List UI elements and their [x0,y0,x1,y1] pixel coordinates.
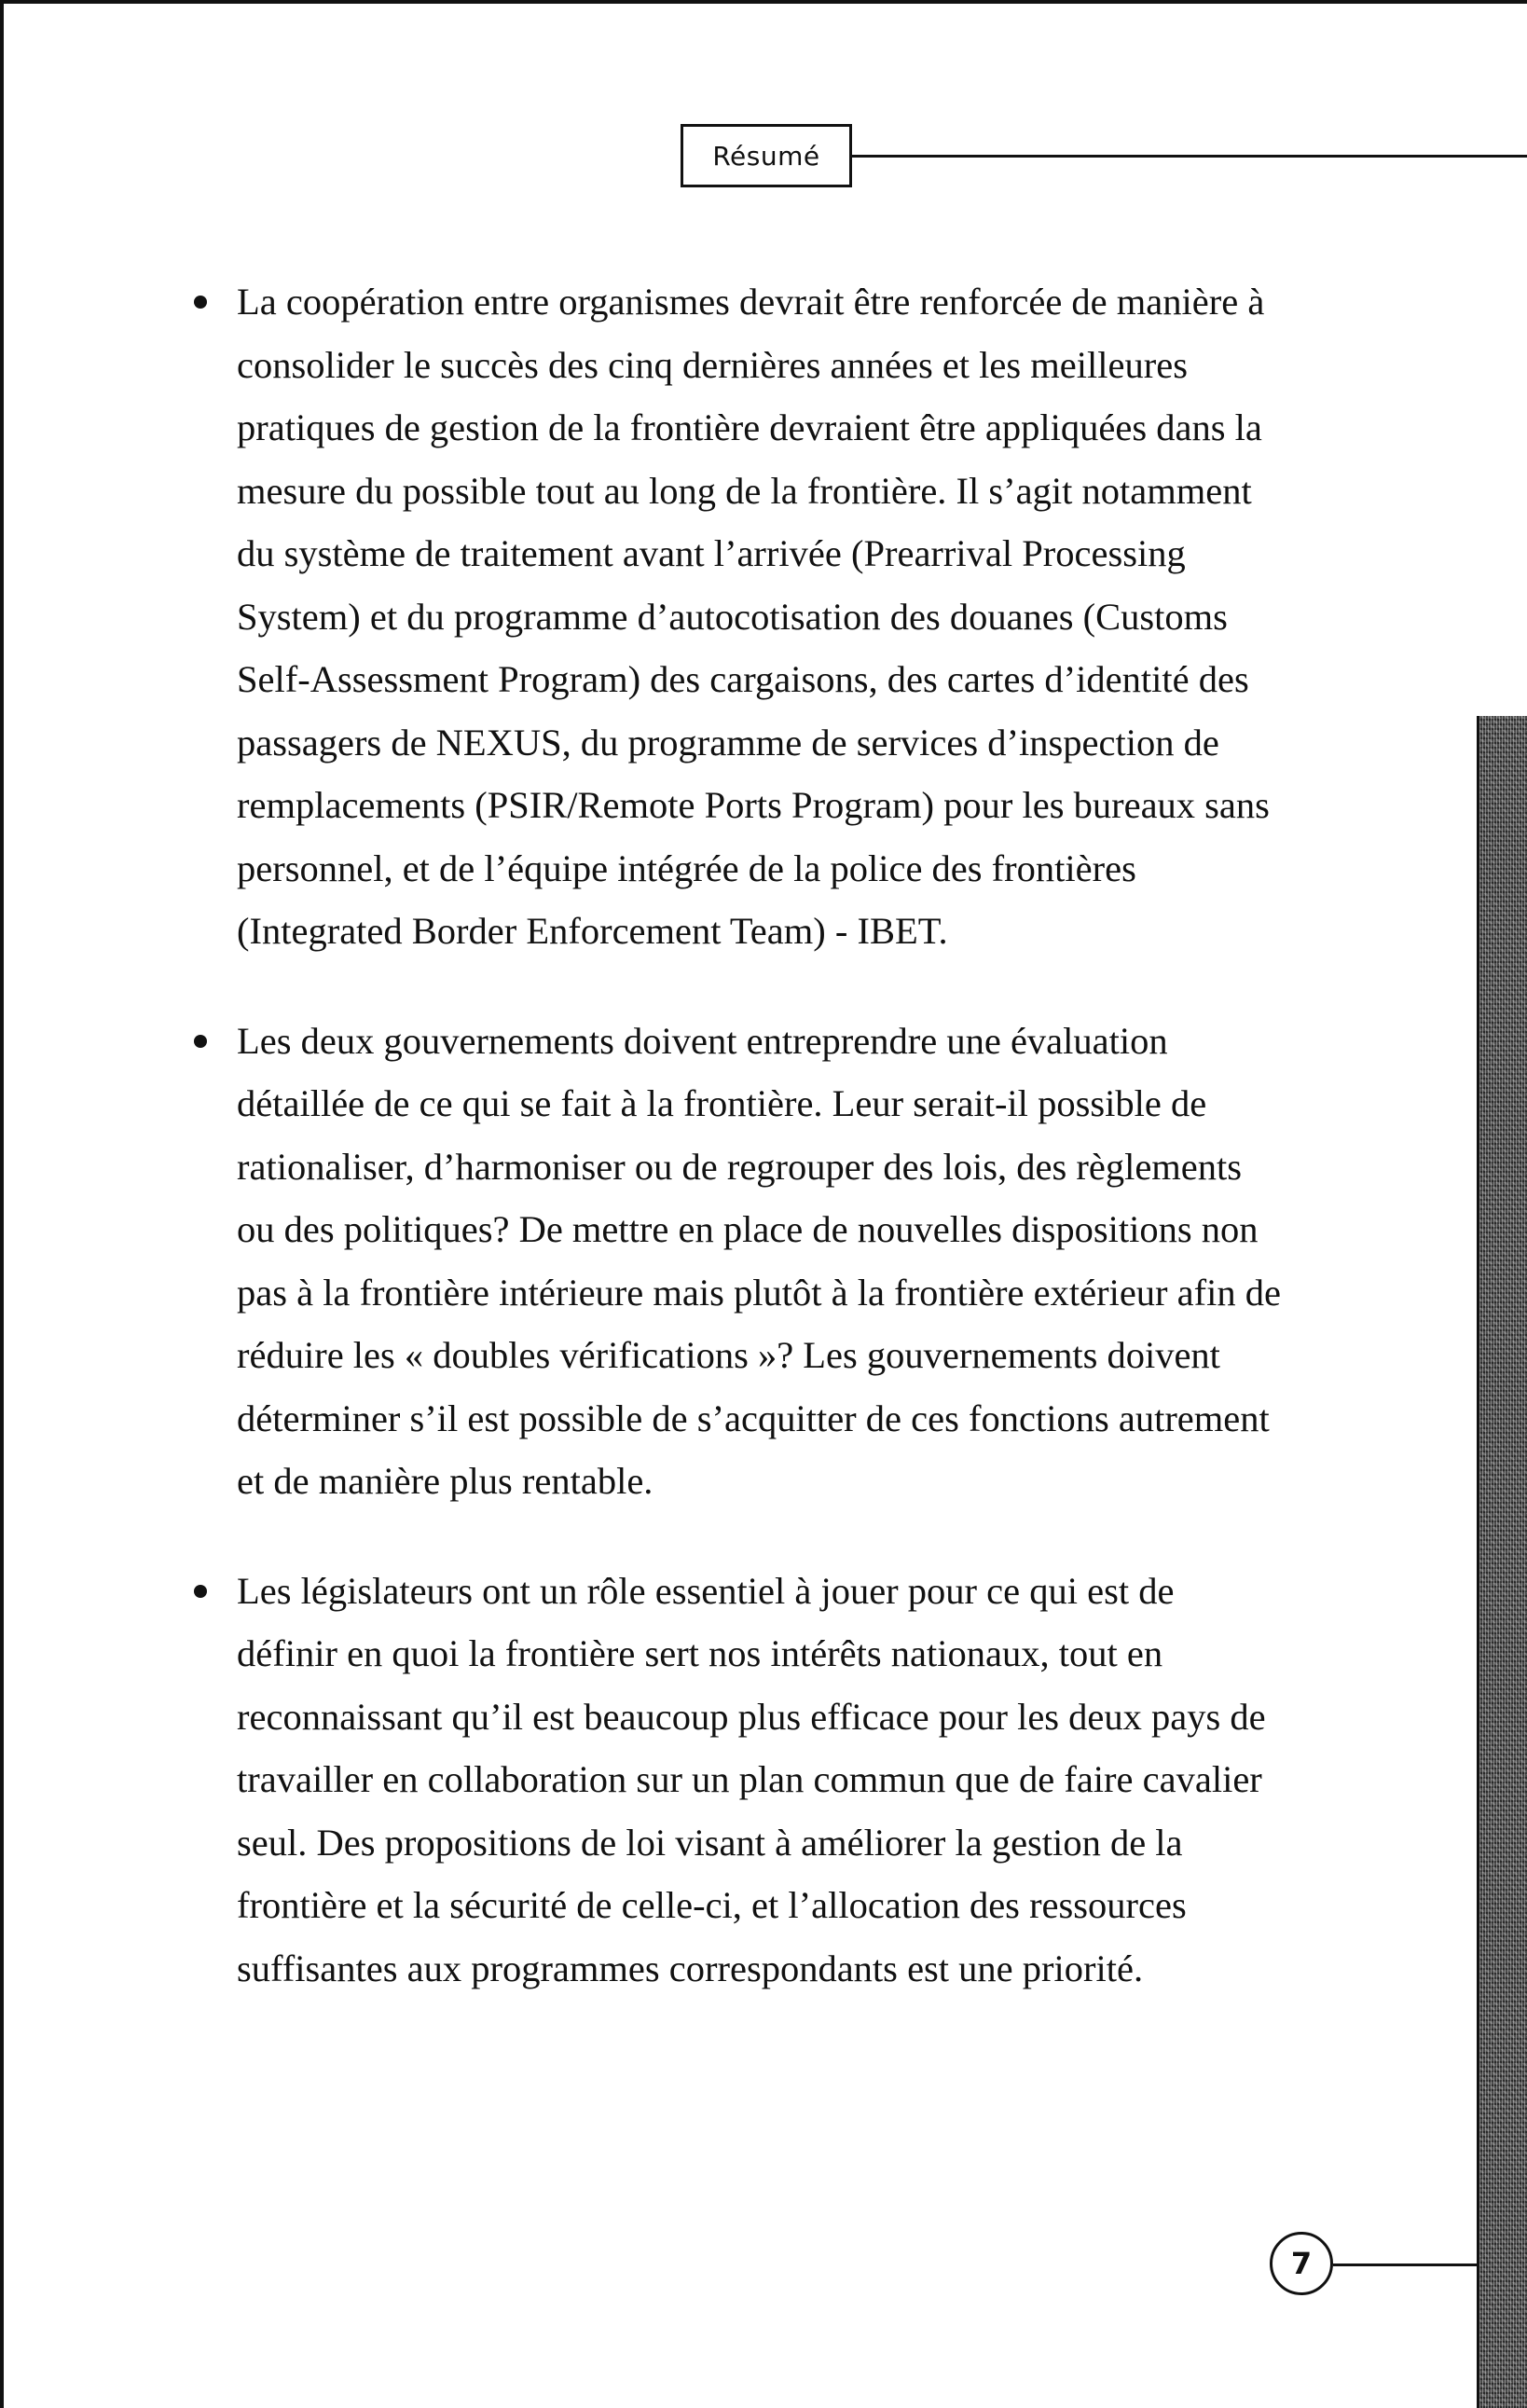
page-left-border [0,0,4,2408]
bullet-dot-icon [194,296,207,309]
bullet-text: Les législateurs ont un rôle essentiel à jouer pour ce qui est de définir en quoi la frontière sert nos intérêts nationaux, tout en reconnaissant qu’il est beaucoup plus efficace pour les deux pays de travailler en collaboration sur un plan commun que de faire cavalier seul. Des propositions de loi visant à améliorer la gestion de la frontière et la sécurité de celle-ci, et l’allocation des ressources suffisantes aux programmes correspondants est une priorité. [237,1569,1266,1989]
page-number: 7 [1270,2232,1333,2295]
section-header-label: Résumé [681,124,852,187]
bullet-item-legislators [183,1560,1283,2001]
bullet-item-cooperation [183,270,1283,963]
bullet-dot-icon [194,1035,207,1048]
decorative-side-strip [1477,716,1527,2408]
main-content [183,270,1283,2046]
page-top-border [0,0,1527,4]
page-number-rule [1333,2264,1477,2266]
bullet-dot-icon [194,1585,207,1598]
header-rule [852,155,1527,158]
bullet-text: La coopération entre organismes devrait être renforcée de manière à consolider le succès des cinq dernières années et les meilleures pratiques de gestion de la frontière devraient être appliquées dans la mesure du possible tout au long de la frontière. Il s’agit notamment du système de traitement avant l’arrivée (Prearrival Processing System) et du programme d’autocotisation des douanes (Customs Self-Assessment Program) des cargaisons, des cartes d’identité des passagers de NEXUS, du programme de services d’inspection de remplacements (PSIR/Remote Ports Program) pour les bureaux sans personnel, et de l’équipe intégrée de la police des frontières (Integrated Border Enforcement Team) - IBET. [237,281,1270,952]
bullet-item-evaluation [183,1010,1283,1513]
bullet-text: Les deux gouvernements doivent entreprendre une évaluation détaillée de ce qui se fait à la frontière. Leur serait-il possible de rationaliser, d’harmoniser ou de regrouper des lois, des règlements ou des politiques? De mettre en place de nouvelles dispositions non pas à la frontière intérieure mais plutôt à la frontière extérieur afin de réduire les « doubles vérifications »? Les gouvernements doivent déterminer s’il est possible de s’acquitter de ces fonctions autrement et de manière plus rentable. [237,1019,1281,1502]
